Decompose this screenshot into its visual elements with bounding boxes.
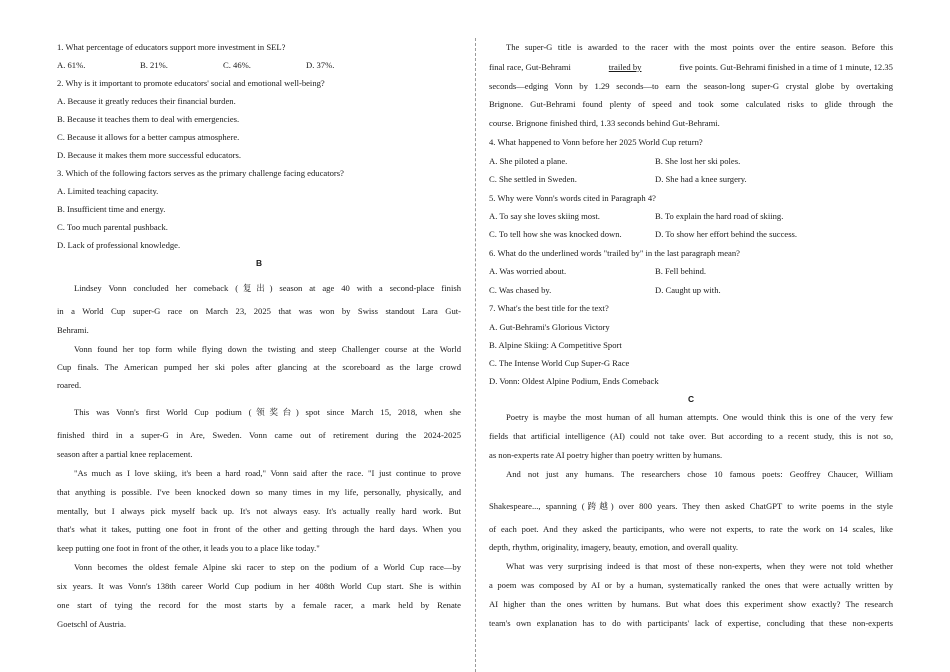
question-7: 7. What's the best title for the text? — [489, 303, 609, 313]
passage-line: "As much as I love skiing, it's been a hard road," Vonn said after the race. "I just continue to prove — [74, 468, 461, 478]
passage-line: Brignone. Gut-Behrami found plenty of speed and took some calculated risks to glide through the — [489, 99, 893, 109]
question-3: 3. Which of the following factors serves as the primary challenge facing educators? — [57, 168, 344, 178]
passage-line: This was Vonn's first World Cup podium (领奖台) spot since March 15, 2018, when she — [74, 407, 461, 417]
q7-option-a: A. Gut-Behrami's Glorious Victory — [489, 322, 610, 332]
q1-option-c: C. 46%. — [223, 60, 251, 70]
passage-line: as non-experts rate AI poetry higher than poetry written by humans. — [489, 450, 723, 460]
q4-option-a: A. She piloted a plane. — [489, 156, 568, 166]
q6-option-c: C. Was chased by. — [489, 285, 552, 295]
passage-line: that anything is possible. I've been knocked down so many times in my life, personally, physically, and — [57, 487, 461, 497]
passage-line: mentally, but I always pick myself back up. It's not always easy. It's actually really hard work. But — [57, 506, 461, 516]
q6-option-d: D. Caught up with. — [655, 285, 721, 295]
q1-option-b: B. 21%. — [140, 60, 168, 70]
q2-option-a: A. Because it greatly reduces their financial burden. — [57, 96, 236, 106]
passage-line-start: final race, Gut-Behrami — [489, 62, 571, 72]
passage-line: Vonn found her top form while flying down the twisting and steep Challenger course at the World — [74, 344, 461, 354]
passage-line: Lindsey Vonn concluded her comeback (复出) season at age 40 with a second-place finish — [74, 283, 461, 293]
q2-option-d: D. Because it makes them more successful educators. — [57, 150, 241, 160]
passage-line: course. Brignone finished third, 1.33 seconds behind Gut-Behrami. — [489, 118, 720, 128]
passage-line: finished third in a super-G in Are, Sweden. Vonn came out of retirement during the 2024-2025 — [57, 430, 461, 440]
question-5: 5. Why were Vonn's words cited in Paragraph 4? — [489, 193, 656, 203]
section-c-heading: C — [687, 394, 695, 404]
q5-option-c: C. To tell how she was knocked down. — [489, 229, 622, 239]
passage-line: in a World Cup super-G race on March 23, 2025 that was won by Swiss standout Lara Gut- — [57, 306, 461, 316]
passage-line: season after a partial knee replacement. — [57, 449, 193, 459]
q4-option-c: C. She settled in Sweden. — [489, 174, 577, 184]
section-b-heading: B — [255, 258, 263, 268]
passage-line-rest: five points. Gut-Behrami finished in a time of 1 minute, 12.35 — [679, 62, 893, 72]
q3-option-b: B. Insufficient time and energy. — [57, 204, 166, 214]
q2-option-c: C. Because it allows for a better campus atmosphere. — [57, 132, 240, 142]
q3-option-a: A. Limited teaching capacity. — [57, 186, 159, 196]
q6-option-a: A. Was worried about. — [489, 266, 567, 276]
q7-option-b: B. Alpine Skiing: A Competitive Sport — [489, 340, 622, 350]
passage-line: AI higher than the ones written by humans. But what does this experiment show exactly? The research — [489, 599, 893, 609]
passage-line: Poetry is maybe the most human of all human attempts. One would think this is one of the very few — [506, 412, 893, 422]
q2-option-b: B. Because it teaches them to deal with emergencies. — [57, 114, 240, 124]
q7-option-d: D. Vonn: Oldest Alpine Podium, Ends Comeback — [489, 376, 659, 386]
q6-option-b: B. Fell behind. — [655, 266, 707, 276]
q3-option-c: C. Too much parental pushback. — [57, 222, 168, 232]
question-4: 4. What happened to Vonn before her 2025 World Cup return? — [489, 137, 703, 147]
q5-option-b: B. To explain the hard road of skiing. — [655, 211, 784, 221]
passage-line: of each poet. And they asked the participants, who were not experts, to rate the work on 14 scales, like — [489, 524, 893, 534]
q1-option-a: A. 61%. — [57, 60, 86, 70]
q4-option-b: B. She lost her ski poles. — [655, 156, 741, 166]
passage-line: team's own explanation has to do with participants' lack of expertise, concluding that these non-experts — [489, 618, 893, 628]
question-2: 2. Why is it important to promote educators' social and emotional well-being? — [57, 78, 325, 88]
q5-option-d: D. To show her effort behind the success. — [655, 229, 798, 239]
question-6: 6. What do the underlined words "trailed by" in the last paragraph mean? — [489, 248, 740, 258]
passage-line: seconds—edging Vonn by 1.29 seconds—to earn the season-long super-G crystal globe by overtaking — [489, 81, 893, 91]
passage-line: Vonn becomes the oldest female Alpine ski racer to step on the podium of a World Cup race—by — [74, 562, 461, 572]
passage-line: fields that artificial intelligence (AI) could not take over. But according to a recent study, this is not so, — [489, 431, 893, 441]
q1-option-d: D. 37%. — [306, 60, 335, 70]
q3-option-d: D. Lack of professional knowledge. — [57, 240, 181, 250]
passage-line: Shakespeare..., spanning (跨越) over 800 years. They then asked ChatGPT to write poems in the style — [489, 501, 893, 511]
passage-line: And not just any humans. The researchers chose 10 famous poets: Geoffrey Chaucer, William — [506, 469, 893, 479]
passage-line: keep putting one foot in front of the other, it leads you to a place like today." — [57, 543, 320, 553]
passage-line: The super-G title is awarded to the racer with the most points over the entire season. Before this — [506, 42, 893, 52]
passage-line: depth, rhythm, originality, imagery, beauty, emotion, and overall quality. — [489, 542, 739, 552]
passage-line: that's what it takes, putting one foot in front of the other and getting through the hard days. When you — [57, 524, 461, 534]
passage-line: Goetschl of Austria. — [57, 619, 126, 629]
q7-option-c: C. The Intense World Cup Super-G Race — [489, 358, 630, 368]
q5-option-a: A. To say she loves skiing most. — [489, 211, 600, 221]
underlined-phrase: trailed by — [608, 62, 642, 72]
passage-line: Cup finals. The American pumped her ski poles after glancing at the scoreboard as the large crowd — [57, 362, 461, 372]
passage-line: roared. — [57, 380, 82, 390]
passage-line: What was very surprising indeed is that most of these non-experts, when they were not told whether — [506, 561, 893, 571]
passage-line: one start of tying the record for the most starts by a female racer, a mark held by Renate — [57, 600, 461, 610]
passage-line: six years. It was Vonn's 138th career World Cup podium in her 408th World Cup start. She is within — [57, 581, 461, 591]
question-1: 1. What percentage of educators support more investment in SEL? — [57, 42, 286, 52]
passage-line-underlined — [489, 62, 893, 72]
passage-line: Behrami. — [57, 325, 89, 335]
passage-line: a poem was composed by AI or by a human, systematically ranked the ones that were actually written by — [489, 580, 893, 590]
column-divider — [475, 38, 476, 672]
q4-option-d: D. She had a knee surgery. — [655, 174, 747, 184]
